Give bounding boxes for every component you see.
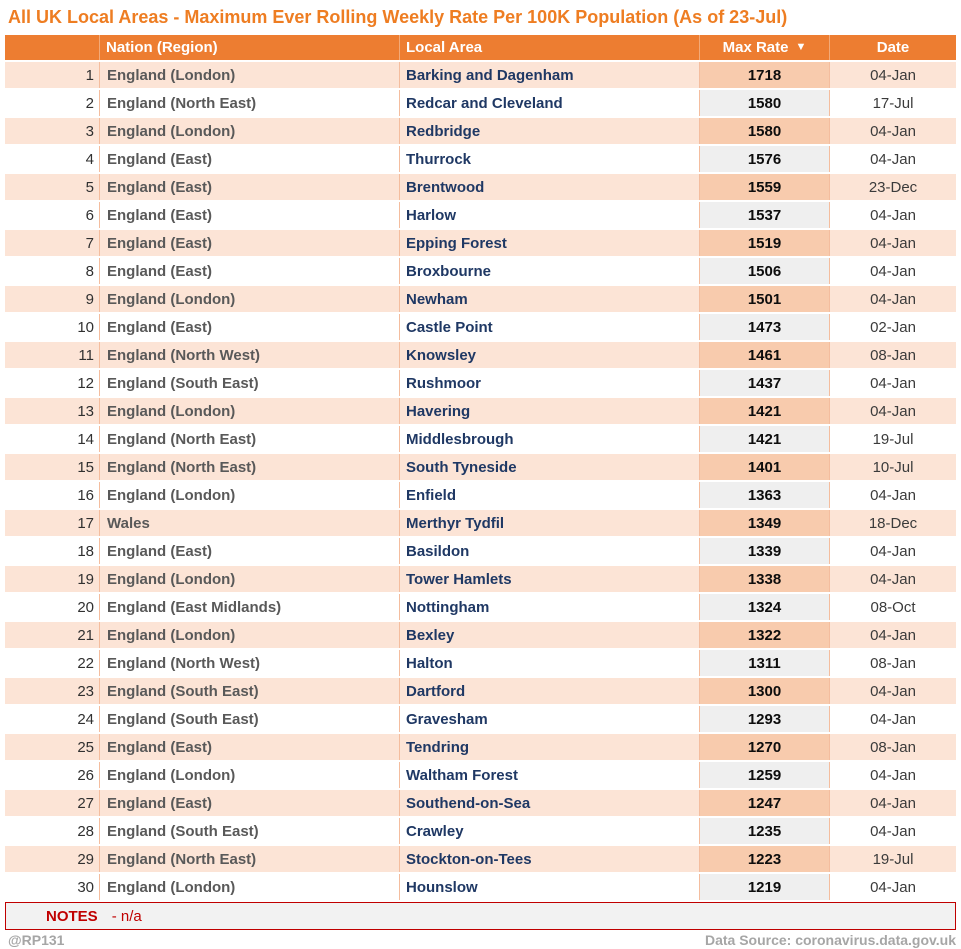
row-rank: 27 — [5, 790, 100, 816]
table-row — [5, 342, 956, 370]
table-row — [5, 174, 956, 202]
row-date: 08-Oct — [870, 598, 916, 616]
row-max-rate: 1437 — [700, 370, 830, 396]
table-row — [5, 90, 956, 118]
row-local-area: Tower Hamlets — [400, 566, 700, 592]
row-max-rate: 1259 — [700, 762, 830, 788]
row-date: 08-Jan — [870, 738, 916, 756]
row-local-area: Thurrock — [400, 146, 700, 172]
row-rank: 11 — [5, 342, 100, 368]
table-row — [5, 762, 956, 790]
row-date: 18-Dec — [868, 514, 918, 532]
row-date: 04-Jan — [870, 150, 916, 168]
row-rank: 26 — [5, 762, 100, 788]
row-max-rate: 1322 — [700, 622, 830, 648]
row-date: 19-Jul — [872, 850, 914, 868]
row-max-rate: 1363 — [700, 482, 830, 508]
row-max-rate: 1339 — [700, 538, 830, 564]
row-nation-region: England (North East) — [100, 90, 400, 116]
row-local-area: Middlesbrough — [400, 426, 700, 452]
column-header-local-area[interactable]: Local Area — [400, 35, 700, 60]
row-max-rate: 1559 — [700, 174, 830, 200]
table-row — [5, 398, 956, 426]
row-date: 04-Jan — [870, 234, 916, 252]
data-source: Data Source: coronavirus.data.gov.uk — [704, 931, 956, 948]
row-local-area: Nottingham — [400, 594, 700, 620]
row-nation-region: England (London) — [100, 762, 400, 788]
row-nation-region: England (East) — [100, 174, 400, 200]
row-nation-region: England (North West) — [100, 342, 400, 368]
table-row — [5, 650, 956, 678]
row-max-rate: 1338 — [700, 566, 830, 592]
table-row — [5, 734, 956, 762]
row-rank: 8 — [5, 258, 100, 284]
row-date: 04-Jan — [870, 794, 916, 812]
row-nation-region: England (London) — [100, 482, 400, 508]
row-rank: 30 — [5, 874, 100, 900]
row-max-rate: 1324 — [700, 594, 830, 620]
row-max-rate: 1506 — [700, 258, 830, 284]
row-max-rate: 1235 — [700, 818, 830, 844]
table-row — [5, 202, 956, 230]
row-date: 04-Jan — [870, 710, 916, 728]
row-rank: 13 — [5, 398, 100, 424]
row-date: 04-Jan — [870, 374, 916, 392]
table-row — [5, 482, 956, 510]
row-rank: 24 — [5, 706, 100, 732]
table-row — [5, 230, 956, 258]
row-max-rate: 1537 — [700, 202, 830, 228]
row-local-area: Rushmoor — [400, 370, 700, 396]
row-rank: 14 — [5, 426, 100, 452]
row-nation-region: England (East) — [100, 230, 400, 256]
row-date: 04-Jan — [870, 290, 916, 308]
row-max-rate: 1219 — [700, 874, 830, 900]
row-max-rate: 1311 — [700, 650, 830, 676]
row-date: 04-Jan — [870, 262, 916, 280]
row-local-area: Stockton-on-Tees — [400, 846, 700, 872]
table-body — [5, 62, 956, 902]
row-rank: 4 — [5, 146, 100, 172]
table-row — [5, 426, 956, 454]
row-date: 04-Jan — [870, 122, 916, 140]
row-nation-region: England (North West) — [100, 650, 400, 676]
row-rank: 20 — [5, 594, 100, 620]
row-date: 04-Jan — [870, 206, 916, 224]
row-max-rate: 1580 — [700, 90, 830, 116]
row-rank: 19 — [5, 566, 100, 592]
row-nation-region: England (South East) — [100, 706, 400, 732]
footer — [5, 930, 956, 949]
row-nation-region: England (East) — [100, 314, 400, 340]
row-rank: 1 — [5, 62, 100, 88]
row-nation-region: England (London) — [100, 622, 400, 648]
row-nation-region: England (South East) — [100, 370, 400, 396]
table-row — [5, 146, 956, 174]
row-rank: 10 — [5, 314, 100, 340]
row-local-area: Dartford — [400, 678, 700, 704]
row-date: 10-Jul — [872, 458, 914, 476]
row-nation-region: England (East) — [100, 734, 400, 760]
table-row — [5, 370, 956, 398]
row-rank: 15 — [5, 454, 100, 480]
row-local-area: Bexley — [400, 622, 700, 648]
max-rate-header-label: Max Rate — [722, 39, 789, 56]
table-row — [5, 118, 956, 146]
row-nation-region: England (East) — [100, 538, 400, 564]
row-max-rate: 1223 — [700, 846, 830, 872]
row-date: 17-Jul — [872, 94, 914, 112]
row-rank: 29 — [5, 846, 100, 872]
row-local-area: Brentwood — [400, 174, 700, 200]
notes-label: NOTES — [46, 907, 98, 925]
row-local-area: Basildon — [400, 538, 700, 564]
notes-text: - n/a — [111, 907, 142, 925]
row-date: 04-Jan — [870, 626, 916, 644]
row-rank: 23 — [5, 678, 100, 704]
row-date: 04-Jan — [870, 878, 916, 896]
row-nation-region: England (East Midlands) — [100, 594, 400, 620]
row-nation-region: England (North East) — [100, 426, 400, 452]
page-title: All UK Local Areas - Maximum Ever Rolling Weekly Rate Per 100K Population (As of 23-Jul) — [8, 7, 788, 27]
row-nation-region: England (North East) — [100, 454, 400, 480]
row-max-rate: 1300 — [700, 678, 830, 704]
row-date: 04-Jan — [870, 542, 916, 560]
row-date: 23-Dec — [868, 178, 918, 196]
table-header — [5, 35, 956, 62]
row-nation-region: England (South East) — [100, 678, 400, 704]
table-row — [5, 818, 956, 846]
row-local-area: Redbridge — [400, 118, 700, 144]
row-rank: 12 — [5, 370, 100, 396]
row-rank: 7 — [5, 230, 100, 256]
row-rank: 25 — [5, 734, 100, 760]
author-handle: @RP131 — [8, 931, 65, 948]
row-rank: 2 — [5, 90, 100, 116]
row-nation-region: England (East) — [100, 202, 400, 228]
row-nation-region: England (South East) — [100, 818, 400, 844]
row-local-area: Tendring — [400, 734, 700, 760]
row-nation-region: England (London) — [100, 398, 400, 424]
row-local-area: Broxbourne — [400, 258, 700, 284]
row-local-area: Hounslow — [400, 874, 700, 900]
row-nation-region: England (North East) — [100, 846, 400, 872]
row-local-area: Enfield — [400, 482, 700, 508]
row-max-rate: 1519 — [700, 230, 830, 256]
row-max-rate: 1473 — [700, 314, 830, 340]
row-date: 02-Jan — [870, 318, 916, 336]
notes-row — [5, 902, 956, 930]
table-row — [5, 62, 956, 90]
row-local-area: Castle Point — [400, 314, 700, 340]
table-row — [5, 510, 956, 538]
row-local-area: Southend-on-Sea — [400, 790, 700, 816]
row-nation-region: England (London) — [100, 118, 400, 144]
table-row — [5, 594, 956, 622]
row-local-area: South Tyneside — [400, 454, 700, 480]
row-local-area: Barking and Dagenham — [400, 62, 700, 88]
row-local-area: Crawley — [400, 818, 700, 844]
row-local-area: Merthyr Tydfil — [400, 510, 700, 536]
row-local-area: Havering — [400, 398, 700, 424]
column-header-nation[interactable]: Nation (Region) — [100, 35, 400, 60]
table-row — [5, 314, 956, 342]
table-row — [5, 874, 956, 902]
row-rank: 22 — [5, 650, 100, 676]
row-date: 04-Jan — [870, 766, 916, 784]
row-date: 08-Jan — [870, 346, 916, 364]
row-max-rate: 1349 — [700, 510, 830, 536]
row-max-rate: 1421 — [700, 426, 830, 452]
row-max-rate: 1461 — [700, 342, 830, 368]
row-max-rate: 1580 — [700, 118, 830, 144]
row-rank: 16 — [5, 482, 100, 508]
row-rank: 28 — [5, 818, 100, 844]
row-nation-region: England (London) — [100, 874, 400, 900]
row-local-area: Newham — [400, 286, 700, 312]
row-max-rate: 1501 — [700, 286, 830, 312]
data-table — [5, 35, 956, 930]
row-date: 08-Jan — [870, 654, 916, 672]
row-max-rate: 1576 — [700, 146, 830, 172]
row-nation-region: England (East) — [100, 790, 400, 816]
row-local-area: Gravesham — [400, 706, 700, 732]
row-rank: 5 — [5, 174, 100, 200]
row-rank: 17 — [5, 510, 100, 536]
table-row — [5, 678, 956, 706]
row-nation-region: England (East) — [100, 146, 400, 172]
table-row — [5, 286, 956, 314]
row-local-area: Harlow — [400, 202, 700, 228]
row-date: 04-Jan — [870, 822, 916, 840]
row-local-area: Redcar and Cleveland — [400, 90, 700, 116]
table-row — [5, 454, 956, 482]
row-max-rate: 1293 — [700, 706, 830, 732]
row-max-rate: 1421 — [700, 398, 830, 424]
row-date: 04-Jan — [870, 486, 916, 504]
column-header-max-rate[interactable] — [700, 35, 830, 60]
table-row — [5, 258, 956, 286]
row-max-rate: 1270 — [700, 734, 830, 760]
row-rank: 21 — [5, 622, 100, 648]
row-rank: 18 — [5, 538, 100, 564]
row-date: 04-Jan — [870, 570, 916, 588]
column-header-date[interactable]: Date — [876, 39, 910, 56]
row-date: 04-Jan — [870, 66, 916, 84]
table-row — [5, 566, 956, 594]
column-header-rank — [5, 35, 100, 60]
row-rank: 6 — [5, 202, 100, 228]
row-local-area: Epping Forest — [400, 230, 700, 256]
table-row — [5, 538, 956, 566]
table-row — [5, 790, 956, 818]
row-max-rate: 1401 — [700, 454, 830, 480]
table-row — [5, 706, 956, 734]
sort-descending-icon: ▼ — [795, 41, 807, 53]
row-local-area: Knowsley — [400, 342, 700, 368]
row-rank: 3 — [5, 118, 100, 144]
row-rank: 9 — [5, 286, 100, 312]
row-date: 04-Jan — [870, 682, 916, 700]
row-nation-region: England (London) — [100, 566, 400, 592]
row-local-area: Halton — [400, 650, 700, 676]
row-max-rate: 1718 — [700, 62, 830, 88]
row-date: 19-Jul — [872, 430, 914, 448]
table-row — [5, 622, 956, 650]
row-nation-region: England (London) — [100, 62, 400, 88]
row-max-rate: 1247 — [700, 790, 830, 816]
row-date: 04-Jan — [870, 402, 916, 420]
row-nation-region: Wales — [100, 510, 400, 536]
row-nation-region: England (East) — [100, 258, 400, 284]
row-local-area: Waltham Forest — [400, 762, 700, 788]
table-row — [5, 846, 956, 874]
row-nation-region: England (London) — [100, 286, 400, 312]
